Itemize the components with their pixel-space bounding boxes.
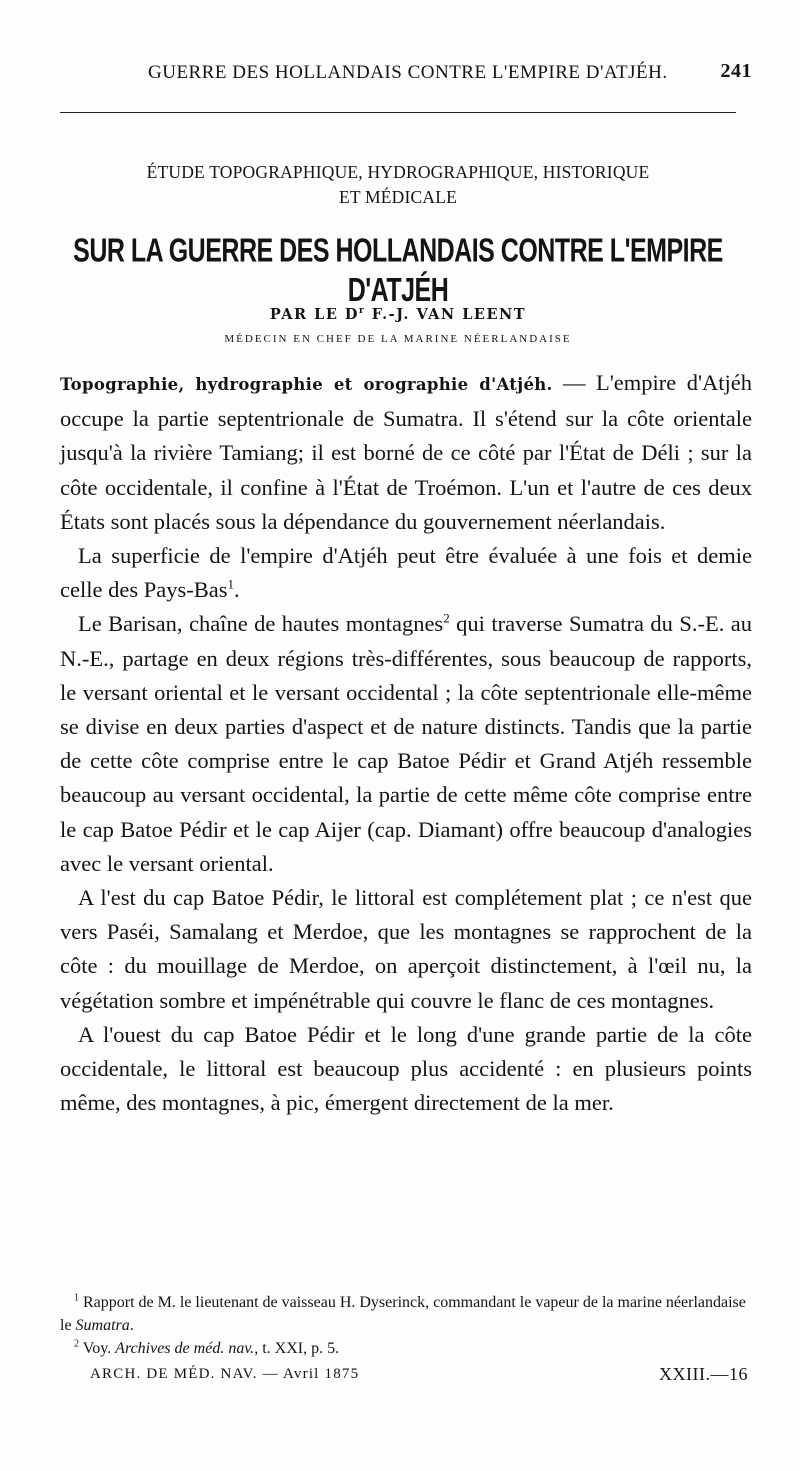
paragraph-4: [60, 881, 752, 1018]
author-prefix: PAR LE D: [269, 306, 359, 323]
footnote-1-end: .: [129, 1317, 134, 1334]
body-text: [60, 366, 752, 1120]
paragraph-1-text: — L'empire d'Atjéh occupe la partie septentrionale de Sumatra. Il s'étend sur la côte orientale jusqu'à la rivière Tamiang; il est borné de ce côté par l'État de Déli ; sur la côte occidentale, il confine à l'État de Troémon. L'un et l'autre de ces deux États sont placés sous la dépendance du gouvernement néerlandais.: [60, 370, 752, 534]
section-heading: Topographie, hydrographie et orographie d'Atjéh.: [60, 375, 553, 394]
paragraph-5-text: A l'ouest du cap Batoe Pédir et le long d'une grande partie de la côte occidentale, le littoral est beaucoup plus accidenté : en plusieurs points même, des montagnes, à pic, émergent directement de la mer.: [60, 1021, 752, 1116]
footer-journal: ARCH. DE MÉD. NAV. — Avril 1875: [90, 1366, 360, 1382]
footnote-2-journal: Archives de méd. nav.: [115, 1340, 255, 1357]
paragraph-2: [60, 539, 752, 607]
paragraph-1: [60, 366, 752, 539]
footnote-2-text: Voy.: [79, 1340, 116, 1357]
study-title-line-1: ÉTUDE TOPOGRAPHIQUE, HYDROGRAPHIQUE, HISTORIQUE: [146, 162, 650, 182]
study-title-line-2: ET MÉDICALE: [338, 187, 458, 207]
author-name: F.-J. VAN LEENT: [365, 306, 527, 323]
paragraph-3-start: Le Barisan, chaîne de hautes montagnes: [78, 611, 444, 637]
study-title: [60, 160, 736, 210]
footnote-ref-2: 2: [443, 610, 450, 626]
footnotes: [60, 1291, 752, 1360]
footnote-1: [60, 1291, 752, 1337]
header-rule: [60, 112, 736, 113]
paragraph-4-text: A l'est du cap Batoe Pédir, le littoral est complétement plat ; ce n'est que vers Paséi, Samalang et Merdoe, que les montagnes se rapprochent de la côte : du mouillage de Merdoe, on aperçoit distinctement, à l'œil nu, la végétation sombre et impénétrable qui couvre le flanc de ces montagnes.: [60, 885, 752, 1013]
paragraph-5: [60, 1018, 752, 1121]
footnote-2: [60, 1337, 752, 1360]
author-role: MÉDECIN EN CHEF DE LA MARINE NÉERLANDAISE: [224, 333, 572, 345]
footnote-2-end: , t. XXI, p. 5.: [254, 1340, 340, 1357]
author-title-superscript: r: [359, 306, 366, 317]
paragraph-3-text: qui traverse Sumatra du S.-E. au N.-E., partage en deux régions très-différentes, sous beaucoup de rapports, le versant oriental et le versant occidental ; la côte septentrionale elle-même se divise en deux parties d'aspect et de nature distincts. Tandis que la partie de cette côte comprise entre le cap Batoe Pédir et Grand Atjéh ressemble beaucoup au versant occidental, la partie de cette même côte comprise entre le cap Batoe Pédir et le cap Aijer (cap. Diamant) offre beaucoup d'analogies avec le versant oriental.: [60, 611, 753, 876]
footnote-2-mark: 2: [74, 1338, 79, 1350]
running-head: [60, 58, 760, 88]
paragraph-2-text: La superficie de l'empire d'Atjéh peut être évaluée à une fois et demie celle des Pays-Bas: [60, 543, 752, 603]
main-title: SUR LA GUERRE DES HOLLANDAIS CONTRE L'EMPIRE D'ATJÉH: [73, 232, 723, 309]
footnote-1-text: Rapport de M. le lieutenant de vaisseau H. Dyserinck, commandant le vapeur de la marine néerlandaise le: [60, 1294, 746, 1334]
page-number: 241: [720, 60, 752, 82]
footnote-1-ship: Sumatra: [75, 1317, 130, 1334]
footnote-1-mark: 1: [74, 1292, 79, 1304]
running-head-title: GUERRE DES HOLLANDAIS CONTRE L'EMPIRE D'ATJÉH.: [148, 62, 668, 83]
author-line: [60, 306, 736, 323]
paragraph-2-end: .: [233, 577, 240, 603]
footnote-ref-1: 1: [227, 576, 234, 592]
paragraph-3: [60, 607, 752, 881]
footer-signature: XXIII.—16: [659, 1364, 748, 1384]
